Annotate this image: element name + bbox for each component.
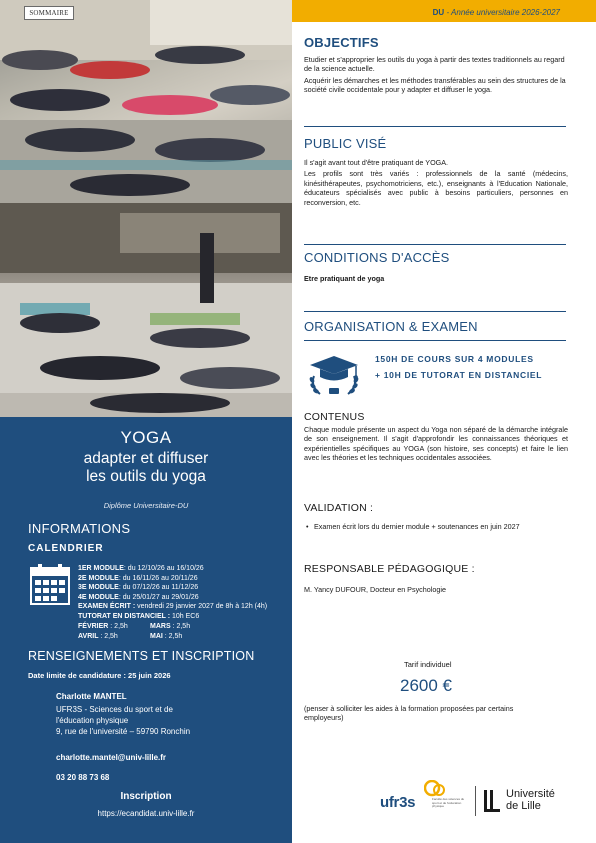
conditions-heading: CONDITIONS D'ACCÈS bbox=[304, 250, 450, 265]
tarif-label: Tarif individuel bbox=[404, 660, 452, 669]
logo-divider bbox=[475, 786, 476, 816]
ufr3s-logo: ufr3s Faculté des sciences du sport et de l'éducation physique bbox=[380, 780, 470, 816]
tutorat-row: TUTORAT EN DISTANCIEL : 10h EC6 bbox=[78, 612, 200, 620]
section-divider bbox=[304, 340, 566, 341]
contenus-heading: CONTENUS bbox=[304, 411, 365, 423]
photo-yoga-class-bottom bbox=[0, 203, 292, 417]
renseignements-heading: RENSEIGNEMENTS ET INSCRIPTION bbox=[28, 649, 255, 663]
validation-heading: VALIDATION : bbox=[304, 502, 374, 514]
module-row: 4E MODULE: du 25/01/27 au 29/01/26 bbox=[78, 593, 199, 601]
universite-de-lille-logo: Université de Lille bbox=[484, 788, 574, 818]
organisation-tutorat: + 10H DE TUTORAT EN DISTANCIEL bbox=[375, 370, 543, 380]
organisation-hours: 150H DE COURS SUR 4 MODULES bbox=[375, 354, 534, 364]
program-subtitle-line1: adapter et diffuser bbox=[83, 450, 209, 467]
month-fevrier: FÉVRIER : 2,5h bbox=[78, 623, 128, 630]
calendar-icon bbox=[30, 563, 70, 605]
contact-email-link[interactable]: charlotte.mantel@univ-lille.fr bbox=[56, 753, 167, 762]
module-row: 1ER MODULE: du 12/10/26 au 16/10/26 bbox=[78, 565, 204, 572]
module-row: 3E MODULE: du 07/12/26 au 11/12/26 bbox=[78, 584, 199, 591]
validation-item: • Examen écrit lors du dernier module + soutenances en juin 2027 bbox=[306, 522, 520, 531]
info-panel bbox=[0, 417, 292, 843]
organisation-summary bbox=[304, 352, 566, 398]
calendar-schedule bbox=[78, 564, 267, 621]
bullet-icon: • bbox=[306, 522, 309, 531]
section-divider bbox=[304, 126, 566, 127]
program-title: YOGA bbox=[120, 428, 172, 447]
tarif-note: (penser à solliciter les aides à la formation proposées par certains employeurs) bbox=[304, 704, 514, 723]
header-bar bbox=[292, 0, 596, 22]
sommaire-button[interactable]: SOMMAIRE bbox=[24, 6, 74, 20]
month-mars: MARS : 2,5h bbox=[150, 623, 191, 630]
contact-address: UFR3S - Sciences du sport et de l'éducation physique 9, rue de l'université – 59790 Ronchin bbox=[56, 705, 191, 736]
inscription-link[interactable]: https://ecandidat.univ-lille.fr bbox=[97, 809, 195, 818]
contenus-text: Chaque module présente un aspect du Yoga non séparé de la démarche intégrale de son enseignement. Il s'agit d'approfondir les connaissances théoriques et expérientielles spécifiques au YOGA (son histoire, ses concepts) et faire le lien avec les théories et les techniques occidentales associées. bbox=[304, 425, 568, 463]
photo-yoga-class-top bbox=[0, 0, 292, 203]
diploma-type: Diplôme Universitaire-DU bbox=[103, 501, 189, 510]
module-row: 2E MODULE: du 16/11/26 au 20/11/26 bbox=[78, 574, 198, 582]
ufr3s-mark-icon bbox=[424, 780, 446, 798]
month-avril: AVRIL : 2,5h bbox=[78, 633, 118, 640]
section-divider bbox=[304, 244, 566, 245]
inscription-heading: Inscription bbox=[120, 791, 172, 802]
tarif-value: 2600 € bbox=[400, 676, 452, 695]
objectifs-heading: OBJECTIFS bbox=[304, 35, 379, 50]
month-mai: MAI : 2,5h bbox=[150, 633, 183, 640]
responsable-text: M. Yancy DUFOUR, Docteur en Psychologie bbox=[304, 585, 446, 594]
graduation-cap-icon bbox=[306, 352, 362, 398]
universite-lille-mark-icon bbox=[484, 790, 500, 812]
informations-heading: INFORMATIONS bbox=[28, 521, 131, 536]
section-divider bbox=[304, 311, 566, 312]
academic-year-label: DU - Année universitaire 2026-2027 bbox=[432, 8, 560, 17]
application-deadline: Date limite de candidature : 25 juin 2026 bbox=[28, 671, 171, 680]
calendar-heading: CALENDRIER bbox=[28, 543, 104, 554]
conditions-text: Etre pratiquant de yoga bbox=[304, 274, 385, 283]
contact-phone: 03 20 88 73 68 bbox=[56, 773, 110, 782]
responsable-heading: RESPONSABLE PÉDAGOGIQUE : bbox=[304, 563, 475, 575]
exam-row: EXAMEN ÉCRIT : vendredi 29 janvier 2027 de 8h à 12h (4h) bbox=[78, 603, 268, 610]
objectifs-text: Etudier et s'approprier les outils du yoga à partir des textes traditionnels au regard de la science actuelle. Acquérir les démarches et les méthodes transférables au sein des structures de la société civile occidentale pour y adapter et diffuser le yoga. bbox=[304, 55, 566, 95]
program-subtitle-line2: les outils du yoga bbox=[86, 468, 206, 485]
contact-name: Charlotte MANTEL bbox=[56, 692, 127, 701]
organisation-heading: ORGANISATION & EXAMEN bbox=[304, 319, 478, 334]
public-text: Il s'agit avant tout d'être pratiquant de YOGA. Les profils sont très variés : professionnels de la santé (médecins, kinésithérapeutes, psychomotriciens, etc.), enseignants à l'Education Nationale, éducateurs spécialisés avec public à besoins particuliers, personnes en reconversion, etc. bbox=[304, 158, 568, 207]
public-heading: PUBLIC VISÉ bbox=[304, 136, 387, 151]
